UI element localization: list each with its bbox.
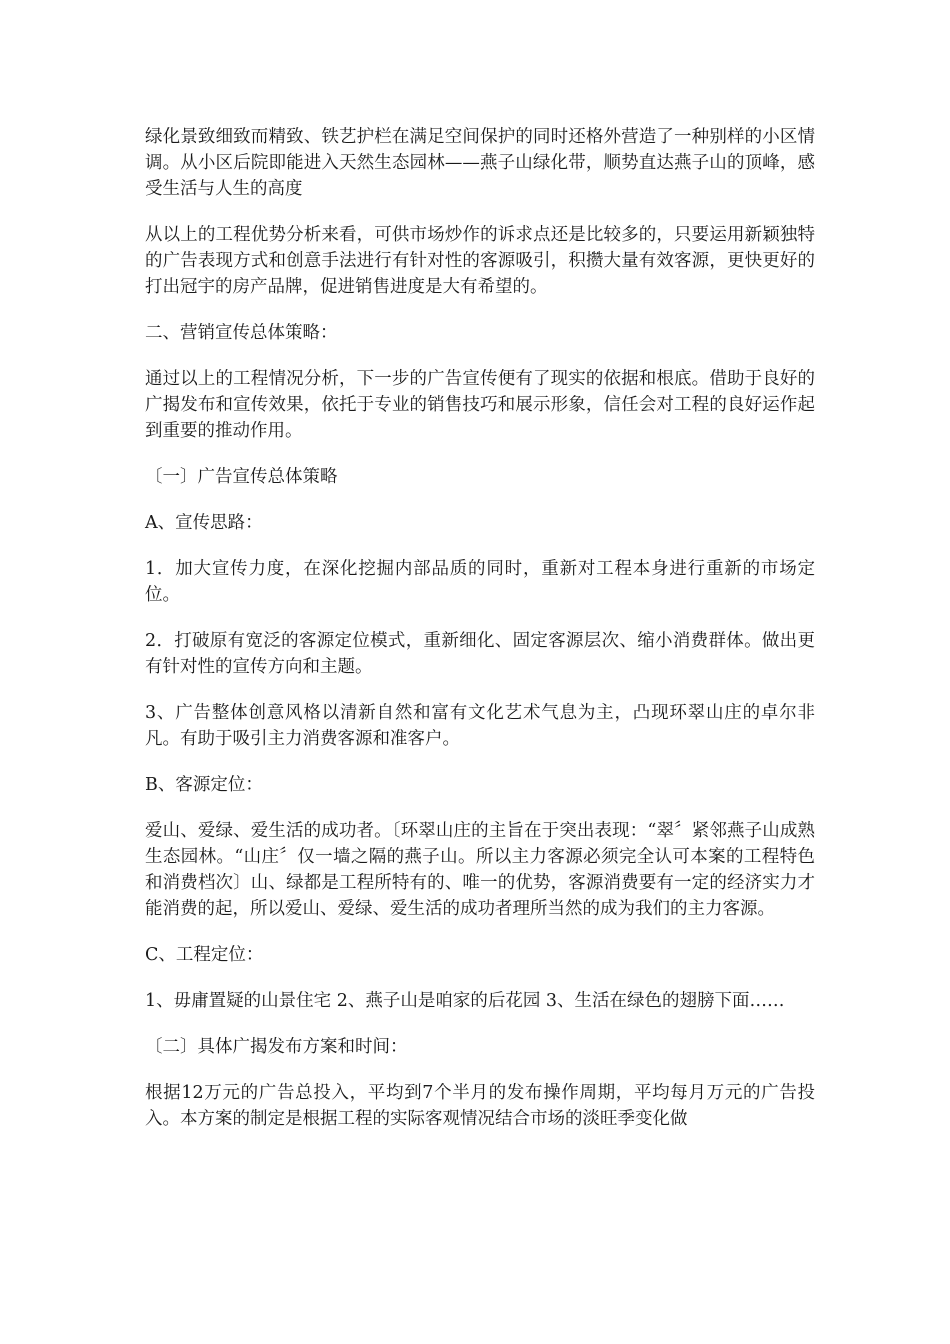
paragraph-project-slogans: 1、毋庸置疑的山景住宅 2、燕子山是咱家的后花园 3、生活在绿色的翅膀下面…… xyxy=(145,991,785,1011)
heading-project-positioning: C、工程定位： xyxy=(145,945,264,965)
heading-customer-positioning: B、客源定位： xyxy=(145,775,263,795)
paragraph-greenery-description: 绿化景致细致而精致、铁艺护栏在满足空间保护的同时还格外营造了一种别样的小区情调。从小区后院即能进入天然生态园林——燕子山绿化带，顺势直达燕子山的顶峰，感受生活与人生的高度 xyxy=(145,127,815,199)
paragraph-customer-positioning: 爱山、爱绿、爱生活的成功者。〔环翠山庄的主旨在于突出表现：“翠〞紧邻燕子山成熟生态园林。“山庄〞仅一墙之隔的燕子山。所以主力客源必须完全认可本案的工程特色和消费档次〕山、绿都是工程所特有的、唯一的优势，客源消费要有一定的经济实力才能消费的起，所以爱山、爱绿、爱生活的成功者理所当然的成为我们的主力客源。 xyxy=(145,821,815,919)
subsection-heading-ad-strategy: 〔一〕广告宣传总体策略 xyxy=(145,467,338,487)
subsection-heading-ad-plan: 〔二〕具体广揭发布方案和时间： xyxy=(145,1037,408,1057)
paragraph-budget: 根据12万元的广告总投入，平均到7个半月的发布操作周期，平均每月万元的广告投入。本方案的制定是根据工程的实际客观情况结合市场的淡旺季变化做 xyxy=(145,1083,815,1129)
paragraph-advantage-analysis: 从以上的工程优势分析来看，可供市场炒作的诉求点还是比较多的，只要运用新颖独特的广告表现方式和创意手法进行有针对性的客源吸引，积攒大量有效客源，更快更好的打出冠宇的房产品牌，促进销售进度是大有希望的。 xyxy=(145,225,815,297)
paragraph-strategy-intro: 通过以上的工程情况分析，下一步的广告宣传便有了现实的依据和根底。借助于良好的广揭发布和宣传效果，依托于专业的销售技巧和展示形象，信任会对工程的良好运作起到重要的推动作用。 xyxy=(145,369,815,441)
section-heading-marketing-strategy: 二、营销宣传总体策略： xyxy=(145,323,338,343)
heading-publicity-approach: A、宣传思路： xyxy=(145,513,263,533)
list-item-3: 3、广告整体创意风格以清新自然和富有文化艺术气息为主，凸现环翠山庄的卓尔非凡。有助于吸引主力消费客源和准客户。 xyxy=(145,703,815,749)
document-body xyxy=(145,124,815,1152)
list-item-1: 1．加大宣传力度，在深化挖掘内部品质的同时，重新对工程本身进行重新的市场定位。 xyxy=(145,559,815,605)
list-item-2: 2．打破原有宽泛的客源定位模式，重新细化、固定客源层次、缩小消费群体。做出更有针对性的宣传方向和主题。 xyxy=(145,631,815,677)
